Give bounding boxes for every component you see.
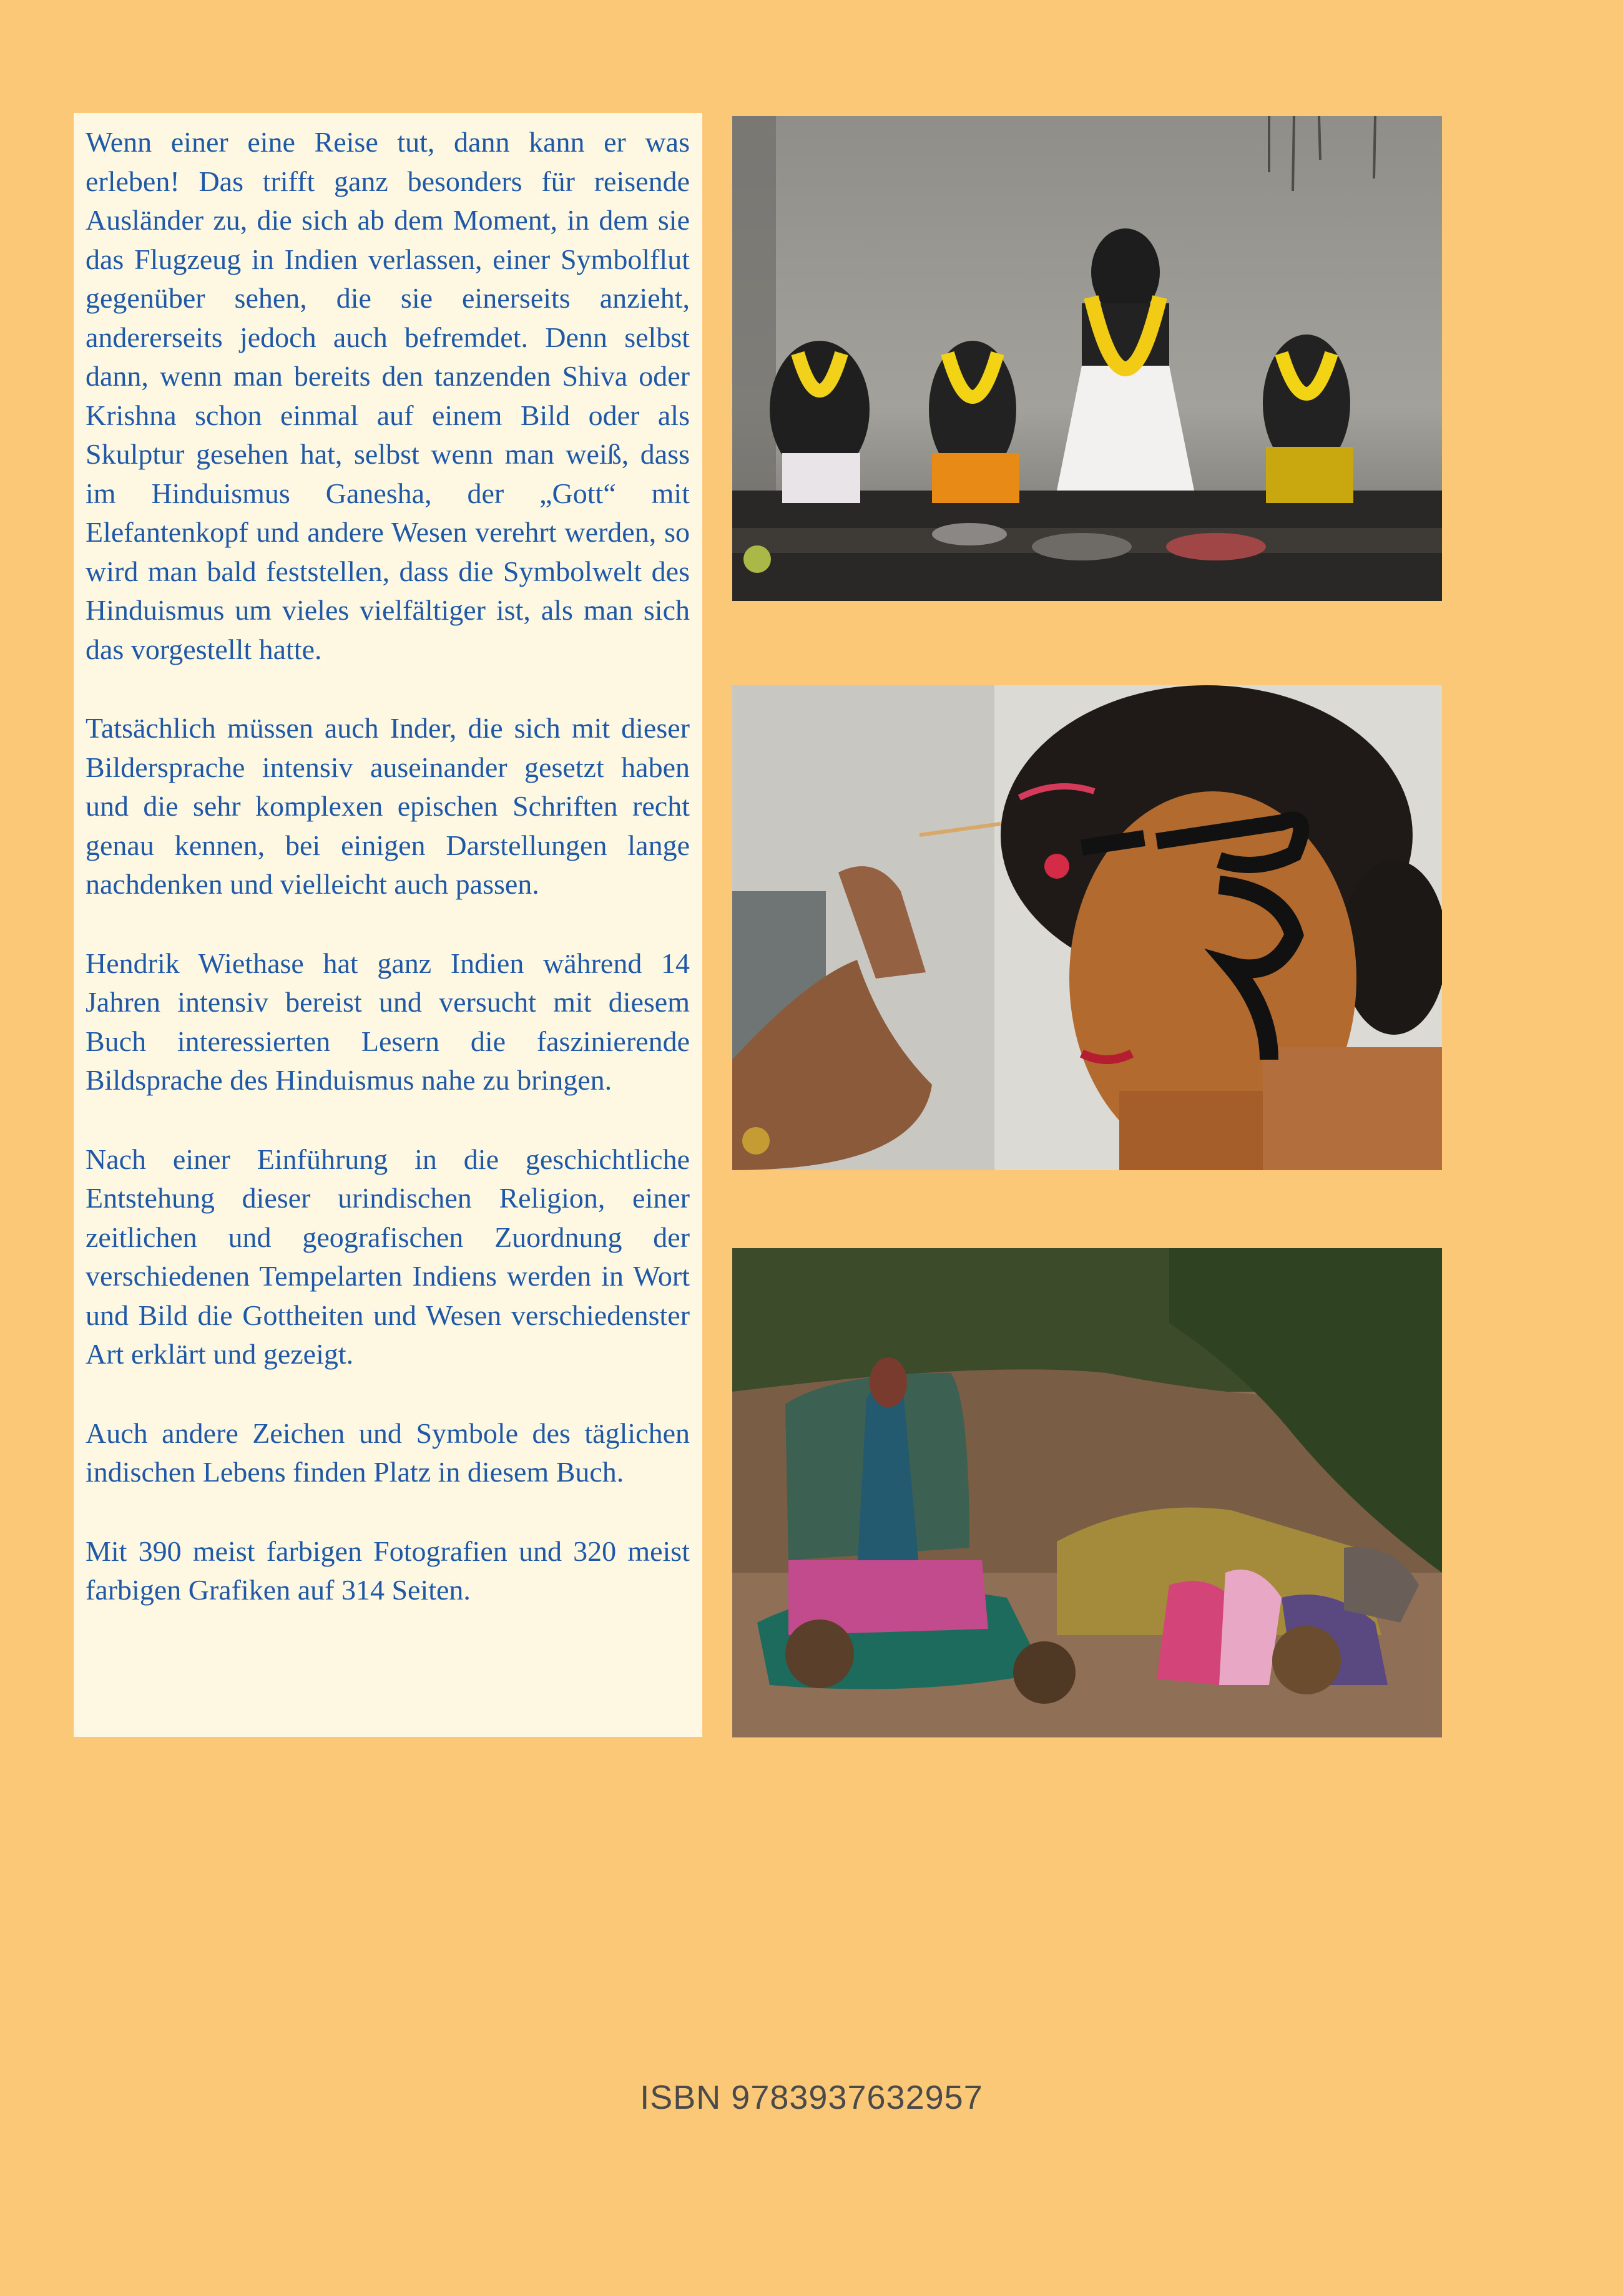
blurb-paragraph-3: Hendrik Wiethase hat ganz Indien während 14 Jahren intensiv bereist und versucht mit diesem Buch interessierten Lesern die faszinierende Bildsprache des Hinduismus nahe zu bringen. [86,947,690,1096]
cloth-cart-photo [732,1248,1442,1737]
blurb-paragraph-4: Nach einer Einführung in die geschichtliche Entstehung dieser urindischen Religion, einer zeitlichen und geografischen Zuordnung der verschiedenen Tempelarten Indiens werden in Wort und Bild die Gottheiten und Wesen verschiedenster Art erklärt und gezeigt. [86,1143,690,1370]
blurb-paragraph-1: Wenn einer eine Reise tut, dann kann er was erleben! Das trifft ganz besonders für reisende Ausländer zu, die sich ab dem Moment, in dem sie das Flugzeug in Indien verlassen, einer Symbolflut gegenüber sehen, die sie einerseits anzieht, andererseits jedoch auch befremdet. Denn selbst dann, wenn man bereits den tanzenden Shiva oder Krishna schon einmal auf einem Bild oder als Skulptur gesehen hat, selbst wenn man weiß, dass im Hinduismus Ganesha, der „Gott“ mit Elefantenkopf und andere Wesen verehrt werden, so wird man bald feststellen, dass die Symbolwelt des Hinduismus um vieles vielfältiger ist, als man sich das vorgestellt hatte. [86,126,690,665]
deity-statues-photo [732,116,1442,601]
face-painting-photo [732,685,1442,1170]
blurb-paragraph-5: Auch andere Zeichen und Symbole des täglichen indischen Lebens finden Platz in diesem Buch. [86,1417,690,1488]
blurb-paragraph-2: Tatsächlich müssen auch Inder, die sich mit dieser Bildersprache intensiv auseinander gesetzt haben und die sehr komplexen epischen Schriften recht genau kennen, bei einigen Darstellungen lange nachdenken und vielleicht auch passen. [86,712,690,900]
blurb-text-box [74,113,702,1737]
blurb-paragraph-6: Mit 390 meist farbigen Fotografien und 320 meist farbigen Grafiken auf 314 Seiten. [86,1535,690,1606]
isbn-number: ISBN 9783937632957 [640,2079,983,2116]
